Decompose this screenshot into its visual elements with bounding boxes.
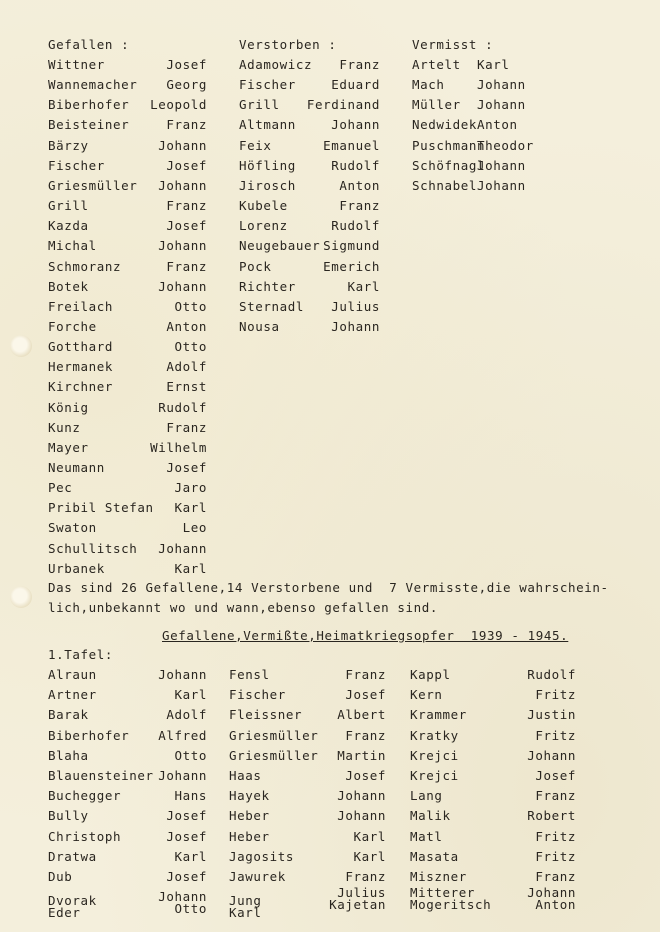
vermisst-surname: Puschmann [412,137,486,153]
verstorben-firstname: Rudolf [331,157,380,173]
tafel-surname: Blaha [48,747,89,763]
verstorben-surname: Neugebauer [239,238,321,254]
tafel-surname: Heber [229,828,270,844]
vermisst-surname: Mach [412,77,445,93]
tafel-firstname: Josef [166,869,207,884]
gefallen-firstname: Franz [166,117,207,133]
gefallen-firstname: Franz [166,419,207,435]
tafel-firstname: Kajetan [329,897,386,912]
tafel-surname: Kappl [410,667,451,682]
verstorben-heading: Verstorben : [239,37,337,52]
tafel-surname: Heber [229,808,270,824]
gefallen-surname: Urbanek [48,560,105,576]
tafel-firstname: Josef [535,768,576,783]
verstorben-firstname: Ferdinand [306,97,380,113]
tafel-surname: Barak [48,707,89,723]
verstorben-surname: Fischer [239,77,296,93]
verstorben-firstname: Sigmund [323,238,380,254]
tafel-firstname: Hans [174,788,207,804]
tafel-firstname: Franz [535,788,576,804]
verstorben-firstname: Eduard [331,77,380,93]
tafel-surname: Miszner [410,869,467,884]
tafel-surname: Masata [410,848,459,864]
tafel-firstname: Karl [174,848,207,864]
tafel-surname: Dub [48,869,73,884]
verstorben-surname: Altmann [239,117,296,133]
tafel-firstname: Johann [158,667,207,682]
gefallen-firstname: Josef [166,460,207,475]
vermisst-firstname: Johann [477,77,526,93]
tafel-firstname: Johann [158,768,207,783]
verstorben-surname: Grill [239,97,280,113]
gefallen-firstname: Leopold [150,97,207,113]
gefallen-surname: Bärzy [48,137,89,153]
vermisst-firstname: Johann [477,177,526,193]
gefallen-firstname: Franz [166,198,207,214]
gefallen-surname: Botek [48,278,89,294]
verstorben-surname: Kubele [239,198,288,214]
verstorben-firstname: Franz [339,198,380,214]
gefallen-surname: Grill [48,198,89,214]
tafel-firstname: Franz [345,727,386,743]
tafel-surname: Fleissner [229,707,303,723]
vermisst-heading: Vermisst : [412,37,494,52]
gefallen-surname: Forche [48,318,97,334]
tafel-surname: Griesmüller [229,727,319,743]
gefallen-firstname: Otto [174,298,207,314]
gefallen-firstname: Rudolf [158,399,207,415]
gefallen-firstname: Jaro [174,480,207,496]
verstorben-surname: Feix [239,137,272,153]
tafel-surname: Krammer [410,707,467,723]
tafel-firstname: Johann [337,788,386,804]
gefallen-surname: Wittner [48,57,105,72]
vermisst-surname: Schöfnagl [412,157,486,173]
gefallen-firstname: Wilhelm [150,439,207,455]
tafel-surname: Lang [410,788,443,804]
tafel-surname: Biberhofer [48,727,130,743]
tafel-firstname: Franz [345,667,386,682]
tafel-surname: Jung [229,893,262,908]
verstorben-firstname: Julius [331,298,380,314]
tafel-firstname: Franz [535,869,576,884]
tafel-surname: Matl [410,828,443,844]
vermisst-firstname: Johann [477,97,526,113]
gefallen-surname: Schullitsch [48,540,138,556]
gefallen-firstname: Johann [158,278,207,294]
gefallen-surname: Schmoranz [48,258,122,274]
section-title: Gefallene,Vermißte,Heimatkriegsopfer 1939 - 1945. [162,628,569,643]
gefallen-firstname: Johann [158,238,207,254]
vermisst-surname: Nedwidek [412,117,478,133]
tafel-firstname: Adolf [166,707,207,723]
verstorben-surname: Richter [239,278,296,294]
verstorben-surname: Lorenz [239,218,288,234]
gefallen-surname: Freilach [48,298,114,314]
verstorben-firstname: Emanuel [323,137,380,153]
vermisst-firstname: Theodor [477,137,534,153]
tafel-surname: Jawurek [229,869,286,884]
verstorben-surname: Sternadl [239,298,305,314]
tafel-firstname: Rudolf [527,667,576,682]
vermisst-surname: Artelt [412,57,461,72]
tafel-surname: Christoph [48,828,122,844]
verstorben-surname: Höfling [239,157,296,173]
tafel-firstname: Fritz [535,848,576,864]
tafel-firstname: Josef [345,768,386,783]
tafel-surname: Kratky [410,727,459,743]
tafel-surname: Dvorak [48,893,97,908]
tafel-firstname: Otto [174,747,207,763]
tafel-firstname: Robert [527,808,576,824]
tafel-firstname: Alfred [158,727,207,743]
tafel-surname: Eder [48,905,81,920]
vermisst-firstname: Anton [477,117,518,133]
tafel-firstname: Karl [174,687,207,703]
tafel-firstname: Johann [158,889,207,904]
tafel-surname: Mogeritsch [410,897,492,912]
verstorben-firstname: Karl [347,278,380,294]
verstorben-firstname: Franz [339,57,380,72]
vermisst-surname: Müller [412,97,461,113]
tafel-firstname: Franz [345,869,386,884]
gefallen-firstname: Leo [182,520,207,536]
tafel-surname: Malik [410,808,451,824]
punch-hole-bottom [10,586,32,608]
gefallen-surname: Pec [48,480,73,496]
gefallen-surname: Kazda [48,218,89,234]
tafel-surname: Haas [229,768,262,783]
gefallen-firstname: Johann [158,137,207,153]
gefallen-surname: Michal [48,238,97,254]
gefallen-surname: Hermanek [48,359,114,375]
vermisst-firstname: Karl [477,57,510,72]
gefallen-surname: König [48,399,89,415]
tafel-firstname: Fritz [535,727,576,743]
tafel-firstname: Johann [527,885,576,900]
tafel-surname: Alraun [48,667,97,682]
tafel-firstname: Albert [337,707,386,723]
tafel-surname: Hayek [229,788,270,804]
verstorben-surname: Adamowicz [239,57,313,72]
gefallen-surname: Neumann [48,460,105,475]
gefallen-firstname: Josef [166,157,207,173]
gefallen-heading: Gefallen : [48,37,130,52]
tafel-firstname: Justin [527,707,576,723]
tafel-surname: Krejci [410,747,459,763]
gefallen-firstname: Johann [158,540,207,556]
tafel-firstname: Johann [527,747,576,763]
gefallen-surname: Mayer [48,439,89,455]
tafel-label: 1.Tafel: [48,647,114,662]
verstorben-firstname: Emerich [323,258,380,274]
verstorben-surname: Pock [239,258,272,274]
tafel-surname: Kern [410,687,443,703]
punch-hole-top [10,335,32,357]
gefallen-surname: Griesmüller [48,177,138,193]
gefallen-firstname: Anton [166,318,207,334]
gefallen-firstname: Karl [174,500,207,516]
gefallen-surname: Swaton [48,520,97,536]
tafel-surname: Fensl [229,667,270,682]
tafel-surname: Karl [229,905,262,920]
tafel-surname: Bully [48,808,89,824]
summary-line-2: lich,unbekannt wo und wann,ebenso gefallen sind. [48,600,439,615]
gefallen-firstname: Josef [166,218,207,234]
tafel-firstname: Karl [353,828,386,844]
gefallen-firstname: Adolf [166,359,207,375]
tafel-firstname: Johann [337,808,386,824]
tafel-firstname: Josef [166,828,207,844]
gefallen-surname: Kirchner [48,379,114,395]
gefallen-firstname: Ernst [166,379,207,395]
tafel-surname: Artner [48,687,97,703]
gefallen-firstname: Franz [166,258,207,274]
verstorben-surname: Nousa [239,318,280,334]
vermisst-surname: Schnabel [412,177,478,193]
tafel-surname: Dratwa [48,848,97,864]
tafel-firstname: Otto [174,901,207,916]
verstorben-firstname: Johann [331,318,380,334]
tafel-surname: Mitterer [410,885,476,900]
tafel-firstname: Josef [345,687,386,703]
verstorben-firstname: Anton [339,177,380,193]
tafel-surname: Krejci [410,768,459,783]
gefallen-surname: Biberhofer [48,97,130,113]
gefallen-surname: Pribil Stefan [48,500,154,516]
gefallen-surname: Beisteiner [48,117,130,133]
gefallen-surname: Wannemacher [48,77,138,93]
gefallen-surname: Fischer [48,157,105,173]
tafel-firstname: Martin [337,747,386,763]
gefallen-firstname: Georg [166,77,207,93]
tafel-surname: Blauensteiner [48,768,154,783]
gefallen-surname: Gotthard [48,339,114,355]
tafel-firstname: Josef [166,808,207,824]
gefallen-firstname: Otto [174,339,207,355]
gefallen-firstname: Josef [166,57,207,72]
tafel-firstname: Anton [535,897,576,912]
tafel-surname: Jagosits [229,848,295,864]
tafel-firstname: Fritz [535,687,576,703]
vermisst-firstname: Johann [477,157,526,173]
tafel-surname: Buchegger [48,788,122,804]
summary-line-1: Das sind 26 Gefallene,14 Verstorbene und 7 Vermisste,die wahrschein- [48,580,609,595]
gefallen-firstname: Johann [158,177,207,193]
gefallen-firstname: Karl [174,560,207,576]
verstorben-surname: Jirosch [239,177,296,193]
verstorben-firstname: Johann [331,117,380,133]
tafel-surname: Griesmüller [229,747,319,763]
tafel-firstname: Julius [337,885,386,900]
tafel-surname: Fischer [229,687,286,703]
tafel-firstname: Karl [353,848,386,864]
tafel-firstname: Fritz [535,828,576,844]
gefallen-surname: Kunz [48,419,81,435]
verstorben-firstname: Rudolf [331,218,380,234]
